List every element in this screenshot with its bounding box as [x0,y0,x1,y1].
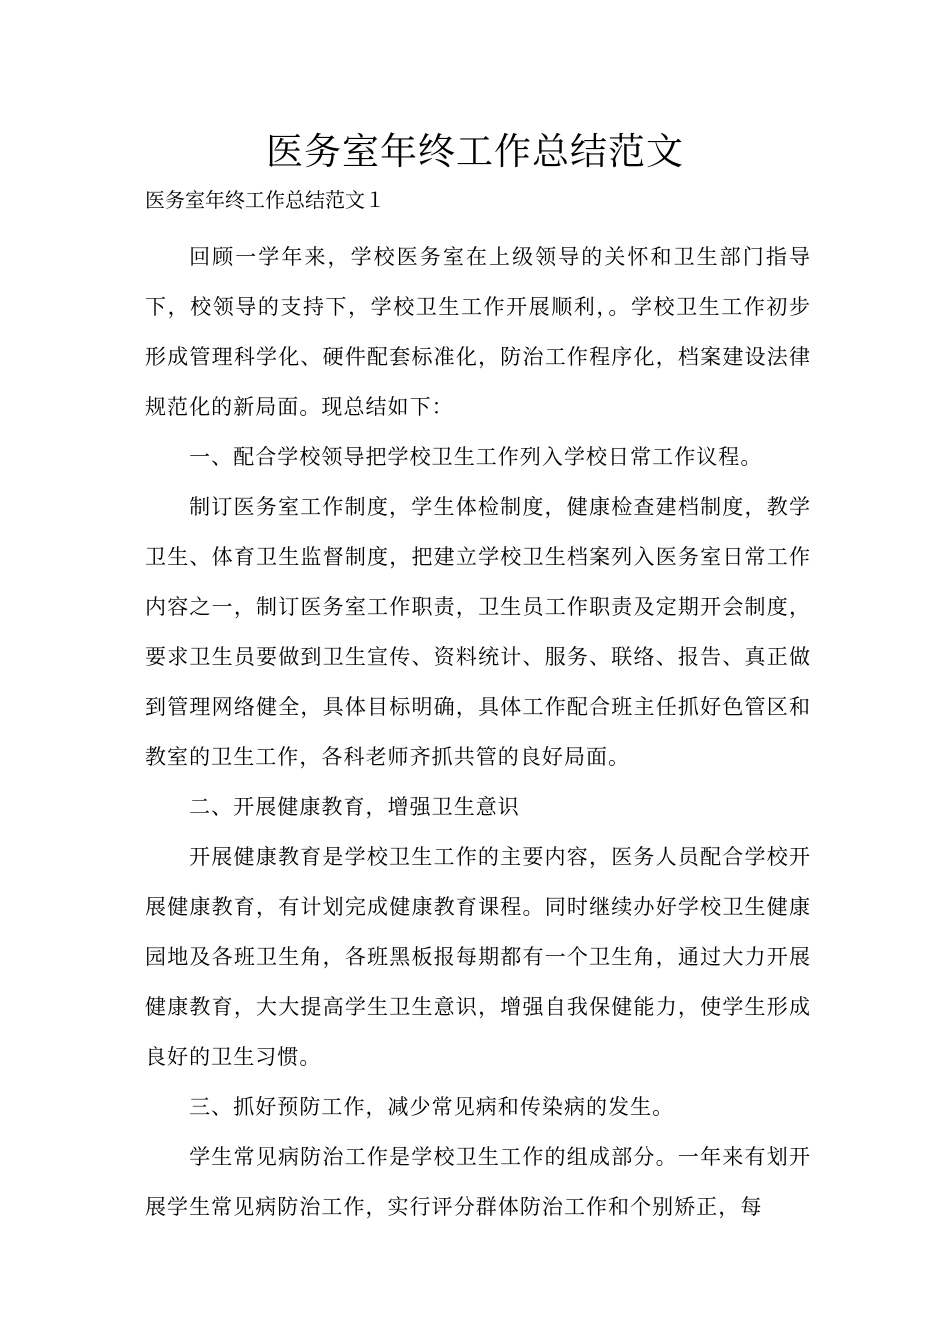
document-subtitle: 医务室年终工作总结范文１ [145,188,385,212]
paragraph-section-2: 开展健康教育是学校卫生工作的主要内容，医务人员配合学校开展健康教育，有计划完成健康教育课程。同时继续办好学校卫生健康园地及各班卫生角，各班黑板报每期都有一个卫生角，通过大力开展健康教育，大大提高学生卫生意识，增强自我保健能力，使学生形成良好的卫生习惯。 [145,845,811,1069]
document-body [145,232,811,1232]
paragraph-intro: 回顾一学年来，学校医务室在上级领导的关怀和卫生部门指导下，校领导的支持下，学校卫生工作开展顺利，。学校卫生工作初步形成管理科学化、硬件配套标准化，防治工作程序化，档案建设法律规范化的新局面。现总结如下： [145,245,811,419]
section-heading-1: 一、配合学校领导把学校卫生工作列入学校日常工作议程。 [189,445,763,469]
section-heading-3: 三、抓好预防工作，减少常见病和传染病的发生。 [189,1095,675,1119]
section-heading-2: 二、开展健康教育，增强卫生意识 [189,795,520,819]
paragraph-section-3: 学生常见病防治工作是学校卫生工作的组成部分。一年来有划开展学生常见病防治工作，实行评分群体防治工作和个别矫正，每 [145,1145,811,1219]
document-title: 医务室年终工作总结范文 [266,130,684,173]
paragraph-section-1: 制订医务室工作制度，学生体检制度，健康检查建档制度，教学卫生、体育卫生监督制度，把建立学校卫生档案列入医务室日常工作内容之一，制订医务室工作职责，卫生员工作职责及定期开会制度，要求卫生员要做到卫生宣传、资料统计、服务、联络、报告、真正做到管理网络健全，具体目标明确，具体工作配合班主任抓好色管区和教室的卫生工作，各科老师齐抓共管的良好局面。 [145,495,811,769]
